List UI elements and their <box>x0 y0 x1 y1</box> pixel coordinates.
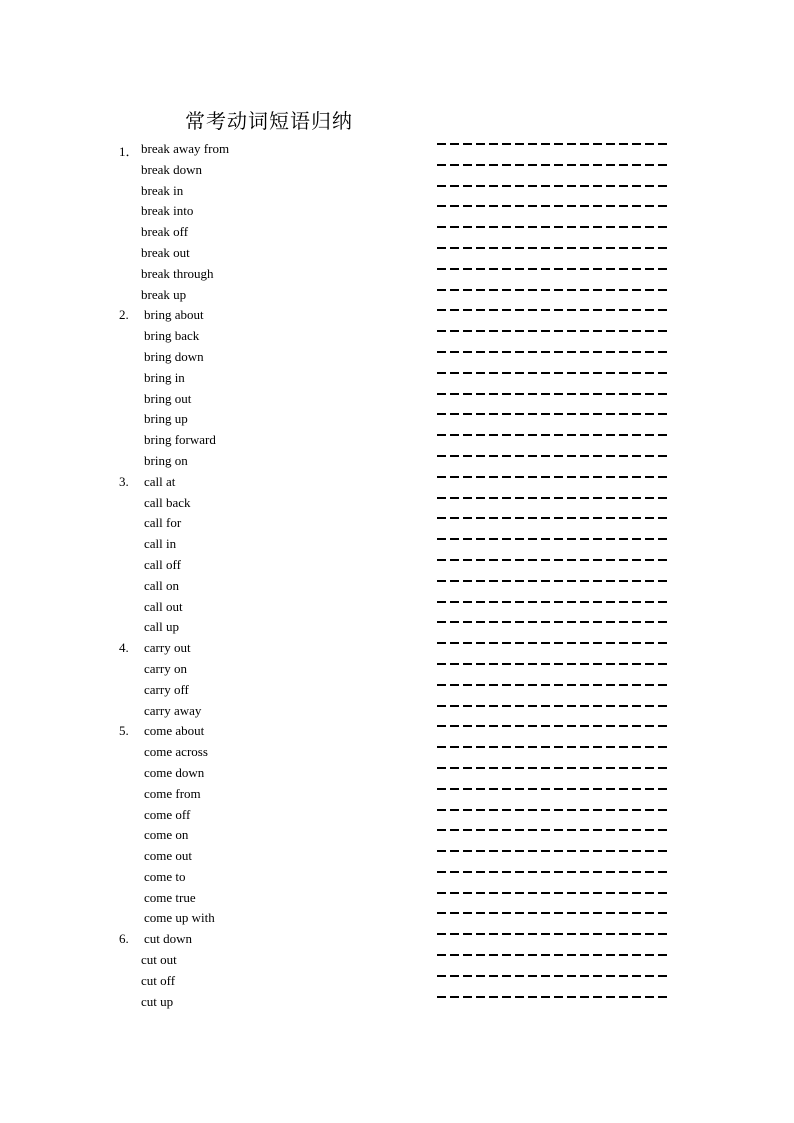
phrase-text: come to <box>144 868 186 884</box>
phrase-text: bring on <box>144 452 188 468</box>
phrase-text: cut up <box>141 993 174 1009</box>
list-item <box>0 534 794 555</box>
list-item <box>0 846 794 867</box>
phrase-text: bring back <box>144 328 200 344</box>
phrase-text: come off <box>144 806 191 822</box>
page-title: 常考动词短语归纳 <box>185 109 353 133</box>
answer-blank <box>437 642 671 644</box>
phrase-text: break away from <box>141 141 230 156</box>
group-number: 4. <box>119 640 129 656</box>
list-item <box>0 929 794 950</box>
list-item <box>0 721 794 742</box>
phrase-text: break out <box>141 244 190 260</box>
list-item <box>0 389 794 410</box>
group-number: 5. <box>119 723 129 739</box>
phrase-text: call on <box>144 577 180 593</box>
list-item <box>0 825 794 846</box>
list-item <box>0 617 794 638</box>
phrase-text: cut off <box>141 972 176 988</box>
list-item <box>0 264 794 285</box>
list-item <box>0 597 794 618</box>
list-item <box>0 908 794 929</box>
phrase-text: bring up <box>144 411 188 427</box>
list-item <box>0 326 794 347</box>
answer-blank <box>437 933 671 935</box>
answer-blank <box>437 455 671 457</box>
answer-blank <box>437 268 671 270</box>
answer-blank <box>437 434 671 436</box>
list-item <box>0 160 794 181</box>
phrase-text: come true <box>144 889 196 905</box>
list-item <box>0 867 794 888</box>
list-item <box>0 555 794 576</box>
phrase-text: call back <box>144 494 191 510</box>
phrase-text: break in <box>141 182 184 198</box>
phrase-text: carry off <box>144 681 189 697</box>
list-item <box>0 971 794 992</box>
group-number: 1． <box>119 144 139 159</box>
answer-blank <box>437 788 671 790</box>
list-item <box>0 451 794 472</box>
phrase-text: call off <box>144 556 181 572</box>
answer-blank <box>437 663 671 665</box>
answer-blank <box>437 476 671 478</box>
answer-blank <box>437 912 671 914</box>
answer-blank <box>437 517 671 519</box>
phrase-text: carry out <box>144 640 191 656</box>
phrase-text: bring forward <box>144 432 216 448</box>
phrase-list <box>0 139 794 1012</box>
list-item <box>0 347 794 368</box>
answer-blank <box>437 538 671 540</box>
answer-blank <box>437 309 671 311</box>
answer-blank <box>437 164 671 166</box>
list-item <box>0 742 794 763</box>
list-item <box>0 285 794 306</box>
phrase-text: carry away <box>144 702 202 718</box>
group-number: 2. <box>119 307 129 323</box>
answer-blank <box>437 621 671 623</box>
list-item <box>0 139 794 160</box>
answer-blank <box>437 185 671 187</box>
phrase-text: cut out <box>141 952 177 968</box>
answer-blank <box>437 559 671 561</box>
phrase-text: call for <box>144 515 182 531</box>
list-item <box>0 659 794 680</box>
list-item <box>0 805 794 826</box>
answer-blank <box>437 580 671 582</box>
list-item <box>0 409 794 430</box>
answer-blank <box>437 975 671 977</box>
answer-blank <box>437 767 671 769</box>
answer-blank <box>437 705 671 707</box>
phrase-text: call at <box>144 473 176 489</box>
list-item <box>0 576 794 597</box>
answer-blank <box>437 850 671 852</box>
answer-blank <box>437 351 671 353</box>
answer-blank <box>437 247 671 249</box>
answer-blank <box>437 601 671 603</box>
answer-blank <box>437 892 671 894</box>
list-item <box>0 222 794 243</box>
phrase-text: come up with <box>144 910 215 926</box>
phrase-text: break into <box>141 203 194 219</box>
phrase-text: come across <box>144 744 208 760</box>
answer-blank <box>437 393 671 395</box>
answer-blank <box>437 330 671 332</box>
list-item <box>0 305 794 326</box>
phrase-text: bring about <box>144 307 204 323</box>
phrase-text: call in <box>144 536 177 552</box>
list-item <box>0 243 794 264</box>
phrase-text: break through <box>141 265 214 281</box>
phrase-text: bring out <box>144 390 192 406</box>
answer-blank <box>437 143 671 145</box>
list-item <box>0 950 794 971</box>
phrase-text: bring in <box>144 369 185 385</box>
answer-blank <box>437 205 671 207</box>
answer-blank <box>437 829 671 831</box>
answer-blank <box>437 996 671 998</box>
phrase-text: come from <box>144 785 201 801</box>
list-item <box>0 513 794 534</box>
phrase-text: come on <box>144 827 189 843</box>
phrase-text: break off <box>141 224 189 240</box>
answer-blank <box>437 372 671 374</box>
answer-blank <box>437 289 671 291</box>
phrase-text: bring down <box>144 348 204 364</box>
list-item <box>0 992 794 1013</box>
list-item <box>0 368 794 389</box>
group-number: 6. <box>119 931 129 947</box>
phrase-text: come out <box>144 848 193 864</box>
phrase-text: break down <box>141 161 203 177</box>
list-item <box>0 680 794 701</box>
list-item <box>0 701 794 722</box>
list-item <box>0 472 794 493</box>
phrase-text: break up <box>141 286 187 302</box>
phrase-text: call out <box>144 598 183 614</box>
answer-blank <box>437 497 671 499</box>
list-item <box>0 888 794 909</box>
phrase-text: cut down <box>144 931 193 947</box>
answer-blank <box>437 954 671 956</box>
answer-blank <box>437 226 671 228</box>
list-item <box>0 784 794 805</box>
answer-blank <box>437 746 671 748</box>
list-item <box>0 763 794 784</box>
answer-blank <box>437 684 671 686</box>
list-item <box>0 430 794 451</box>
phrase-text: come down <box>144 764 205 780</box>
phrase-text: come about <box>144 723 205 739</box>
list-item <box>0 181 794 202</box>
answer-blank <box>437 809 671 811</box>
group-number: 3. <box>119 473 129 489</box>
answer-blank <box>437 725 671 727</box>
phrase-text: call up <box>144 619 180 635</box>
answer-blank <box>437 413 671 415</box>
list-item <box>0 638 794 659</box>
phrase-text: carry on <box>144 660 187 676</box>
answer-blank <box>437 871 671 873</box>
list-item <box>0 493 794 514</box>
list-item <box>0 201 794 222</box>
